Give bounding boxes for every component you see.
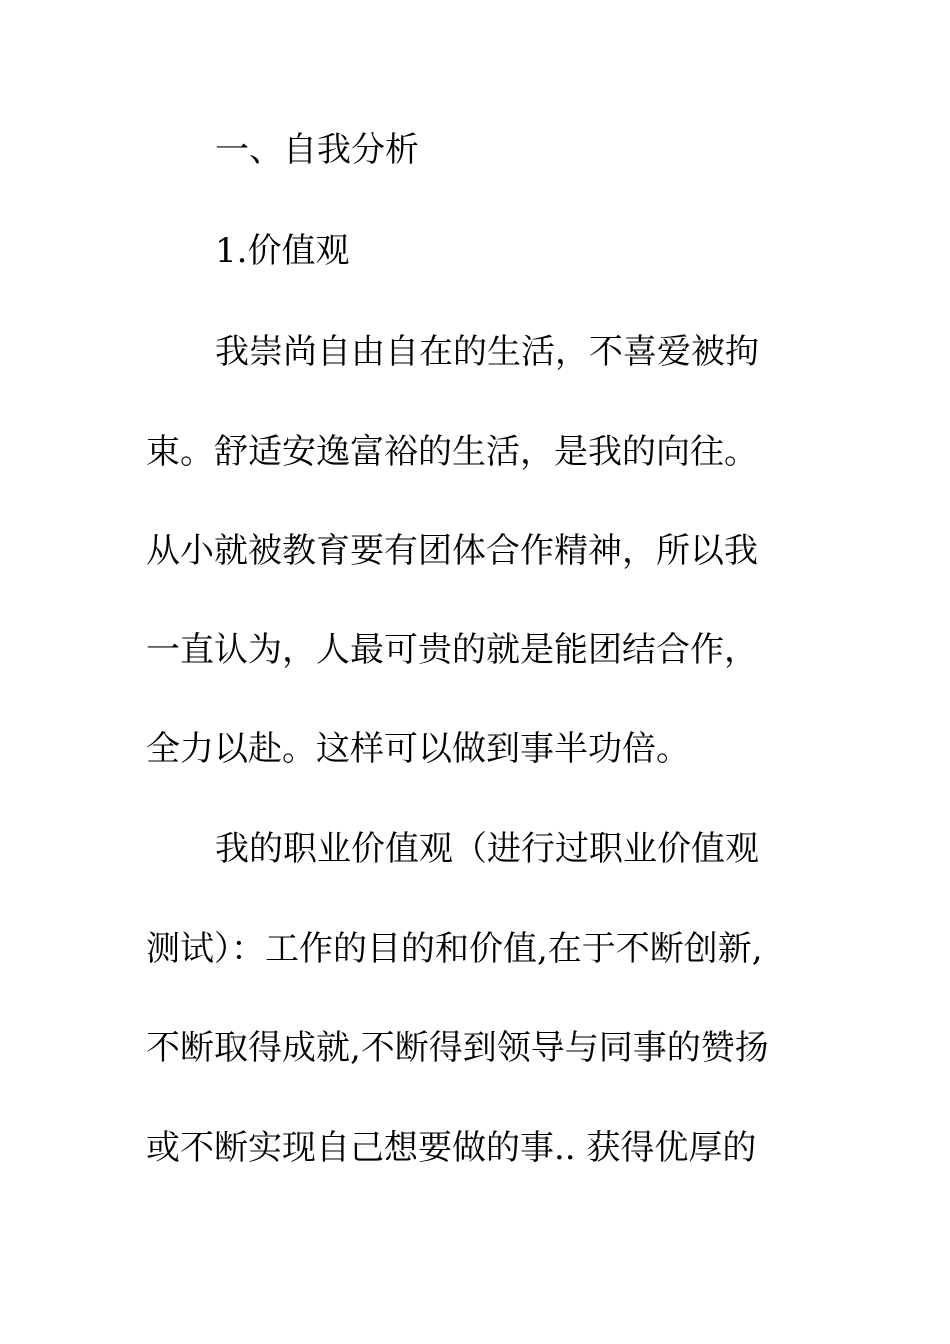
subsection-heading: 1.价值观 <box>215 231 350 271</box>
paragraph-line: 束。舒适安逸富裕的生活，是我的向往。 <box>146 432 758 472</box>
paragraph-line: 全力以赴。这样可以做到事半功倍。 <box>146 729 690 769</box>
paragraph-line: 一直认为，人最可贵的就是能团结合作， <box>146 630 758 670</box>
paragraph-line: 我的职业价值观（进行过职业价值观 <box>215 829 759 869</box>
section-heading: 一、自我分析 <box>215 130 419 170</box>
paragraph-line: 测试）：工作的目的和价值,在于不断创新, <box>146 929 763 969</box>
paragraph-line: 不断取得成就,不断得到领导与同事的赞扬 <box>146 1028 769 1068</box>
paragraph-line: 从小就被教育要有团体合作精神，所以我 <box>146 531 758 571</box>
paragraph-line: 我崇尚自由自在的生活，不喜爱被拘 <box>215 332 759 372</box>
paragraph-line: 或不断实现自己想要做的事.. 获得优厚的 <box>146 1128 757 1168</box>
